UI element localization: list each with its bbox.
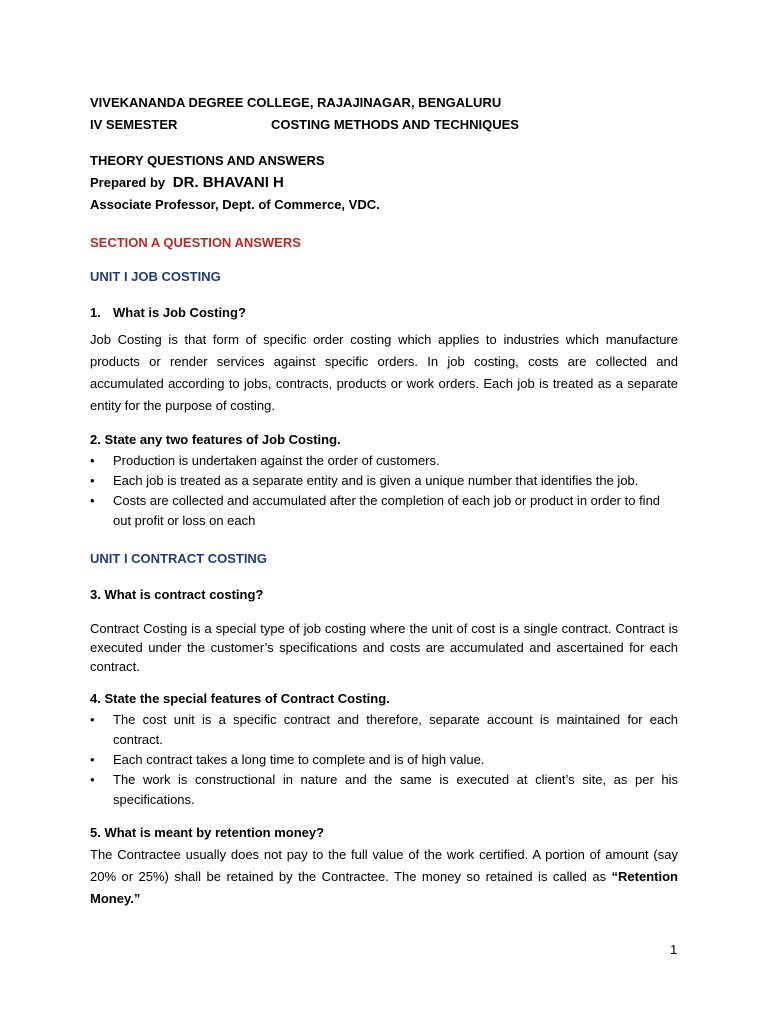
answer-paragraph: Job Costing is that form of specific order costing which applies to industries which manufacture products or render services against specific orders. In job costing, costs are collected and accumulated according to jobs, contracts, products or work orders. Each job is treated as a separate entity for the purpose of costing. bbox=[90, 332, 678, 413]
unit-heading: UNIT I CONTRACT COSTING bbox=[90, 551, 267, 566]
question-number: 1. bbox=[90, 305, 101, 320]
list-item: • Costs are collected and accumulated after the completion of each job or product in order to find out profit or loss on each bbox=[90, 491, 678, 531]
semester: IV SEMESTER bbox=[90, 117, 178, 132]
designation: Associate Professor, Dept. of Commerce, VDC. bbox=[90, 197, 380, 212]
answer-paragraph bbox=[90, 844, 678, 910]
list-item: • The cost unit is a specific contract and therefore, separate account is maintained for each contract. bbox=[90, 710, 678, 750]
preparer-name: DR. BHAVANI H bbox=[172, 174, 284, 191]
question-heading: 3. What is contract costing? bbox=[90, 587, 264, 602]
answer-paragraph: Contract Costing is a special type of job costing where the unit of cost is a single contract. Contract is executed under the customer’s specifications and costs are accumulated and ascertained for each contract. bbox=[90, 621, 678, 674]
unit-heading: UNIT I JOB COSTING bbox=[90, 269, 221, 284]
question-text: What is Job Costing? bbox=[113, 305, 246, 320]
subject-title: COSTING METHODS AND TECHNIQUES bbox=[271, 117, 519, 132]
answer-emphasis: “Retention Money.” bbox=[90, 869, 678, 906]
question-heading: 2. State any two features of Job Costing. bbox=[90, 432, 341, 447]
page-number: 1 bbox=[670, 942, 678, 957]
list-item: • The work is constructional in nature and the same is executed at client’s site, as per his specifications. bbox=[90, 770, 678, 810]
course-row bbox=[90, 114, 678, 136]
document-page bbox=[90, 92, 678, 910]
list-item: • Each job is treated as a separate entity and is given a unique number that identifies the job. bbox=[90, 471, 678, 491]
question-heading: 5. What is meant by retention money? bbox=[90, 825, 325, 840]
prepared-by-label: Prepared by bbox=[90, 175, 166, 190]
prepared-by bbox=[90, 172, 678, 194]
answer-text: The Contractee usually does not pay to the full value of the work certified. A portion of amount (say 20% or 25%) shall be retained by the Contractee. The money so retained is called as bbox=[90, 847, 678, 884]
list-item: • Each contract takes a long time to complete and is of high value. bbox=[90, 750, 678, 770]
question-heading bbox=[90, 302, 678, 324]
question-heading: 4. State the special features of Contract Costing. bbox=[90, 691, 390, 706]
list-item: • Production is undertaken against the order of customers. bbox=[90, 451, 678, 471]
section-title: SECTION A QUESTION ANSWERS bbox=[90, 235, 301, 250]
bullet-list bbox=[90, 710, 678, 810]
document-title: THEORY QUESTIONS AND ANSWERS bbox=[90, 153, 325, 168]
bullet-list bbox=[90, 451, 678, 531]
college-name: VIVEKANANDA DEGREE COLLEGE, RAJAJINAGAR, BENGALURU bbox=[90, 95, 502, 110]
